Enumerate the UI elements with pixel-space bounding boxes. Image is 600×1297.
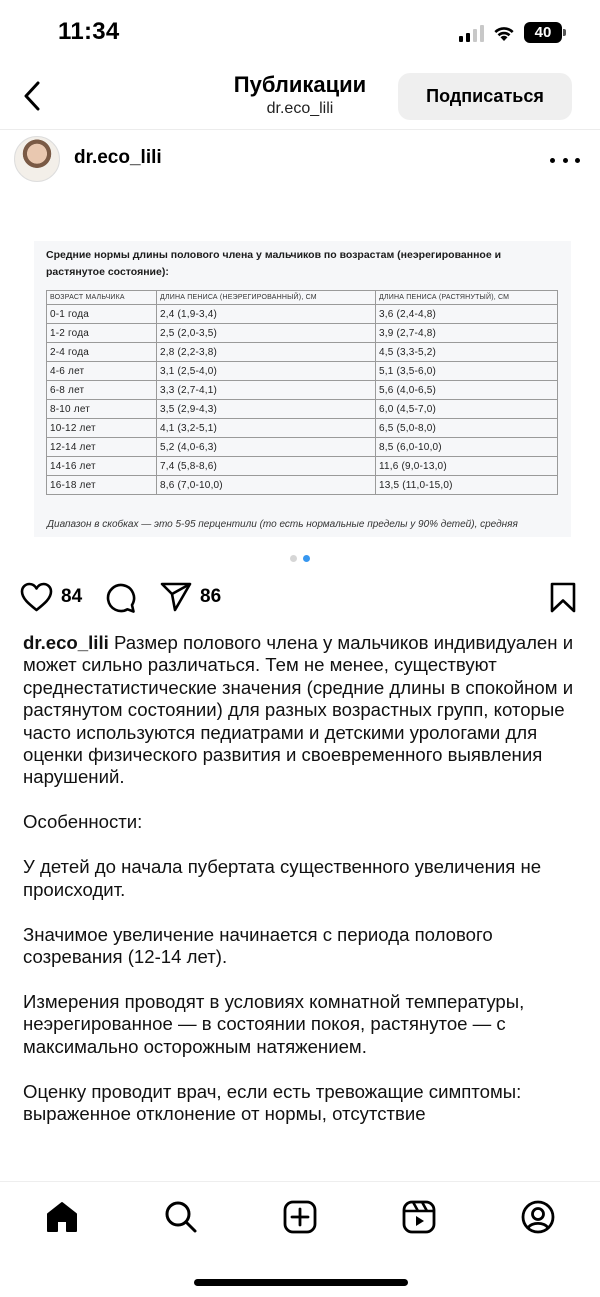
image-card <box>34 241 571 537</box>
nav-profile[interactable] <box>518 1197 558 1237</box>
share-button[interactable] <box>160 582 221 612</box>
home-icon <box>45 1201 79 1233</box>
status-bar <box>0 0 600 62</box>
table-cell: 5,1 (3,5-6,0) <box>376 362 558 381</box>
table-header-cell: ДЛИНА ПЕНИСА (НЕЭРЕГИРОВАННЫЙ), СМ <box>157 291 376 305</box>
shares-count: 86 <box>200 586 222 607</box>
table-cell: 3,1 (2,5-4,0) <box>157 362 376 381</box>
page-subtitle: dr.eco_lili <box>266 100 334 117</box>
table-cell: 7,4 (5,8-8,6) <box>157 457 376 476</box>
more-options-button[interactable] <box>550 150 580 170</box>
dot-icon <box>563 158 568 163</box>
nav-create[interactable] <box>280 1197 320 1237</box>
create-icon <box>283 1200 317 1234</box>
page-header <box>0 62 600 130</box>
caption-paragraph: У детей до начала пубертата существенного увеличения не происходит. <box>23 856 542 900</box>
table-cell: 3,6 (2,4-4,8) <box>376 305 558 324</box>
table-cell: 6,5 (5,0-8,0) <box>376 419 558 438</box>
image-title: Средние нормы длины полового члена у мальчиков по возрастам (неэрегированное и растянутое состояние): <box>46 249 502 278</box>
table-cell: 14-16 лет <box>47 457 157 476</box>
send-icon <box>160 582 192 612</box>
image-footnote: Диапазон в скобках — это 5-95 перцентили (то есть нормальные пределы у 90% детей), средняя <box>47 519 518 530</box>
comment-button[interactable] <box>104 582 136 614</box>
table-cell: 2,4 (1,9-3,4) <box>157 305 376 324</box>
table-cell: 1-2 года <box>47 324 157 343</box>
nav-reels[interactable] <box>399 1197 439 1237</box>
avatar[interactable] <box>14 136 60 182</box>
post-image[interactable] <box>0 193 600 543</box>
table-cell: 13,5 (11,0-15,0) <box>376 476 558 495</box>
post-author-row <box>0 130 600 192</box>
profile-icon <box>521 1200 555 1234</box>
caption-intro-text: Размер полового члена у мальчиков индивидуален и может сильно различаться. Тем не менее, существуют среднестатистические значения (средние длины в спокойном и растянутом состоянии) для разных возрастных групп, которые часто используются педиатрами и детскими урологами для оценки физического развития и своевременного выявления нарушений. <box>23 632 574 788</box>
carousel-indicator <box>0 555 600 562</box>
table-cell: 6-8 лет <box>47 381 157 400</box>
table-cell: 3,5 (2,9-4,3) <box>157 400 376 419</box>
table-row <box>47 343 558 362</box>
subscribe-button[interactable]: Подписаться <box>398 73 572 120</box>
status-time: 11:34 <box>58 18 120 45</box>
dot-icon <box>575 158 580 163</box>
page-title: Публикации <box>233 72 367 97</box>
table-row <box>47 324 558 343</box>
table-cell: 4,5 (3,3-5,2) <box>376 343 558 362</box>
table-cell: 3,9 (2,7-4,8) <box>376 324 558 343</box>
table-row <box>47 305 558 324</box>
caption-paragraph: Измерения проводят в условиях комнатной температуры, неэрегированное — в состоянии покоя, растянутое — с максимально осторожным натяжением. <box>23 990 525 1057</box>
table-header-row <box>47 291 558 305</box>
like-button[interactable] <box>20 582 82 612</box>
table-cell: 5,6 (4,0-6,5) <box>376 381 558 400</box>
table-row <box>47 362 558 381</box>
carousel-dot-active <box>303 555 310 562</box>
table-cell: 4,1 (3,2-5,1) <box>157 419 376 438</box>
status-indicators <box>459 22 562 43</box>
likes-count: 84 <box>61 586 83 607</box>
bottom-nav <box>0 1181 600 1297</box>
reels-icon <box>402 1200 436 1234</box>
table-cell: 4-6 лет <box>47 362 157 381</box>
dot-icon <box>550 158 555 163</box>
table-cell: 8,6 (7,0-10,0) <box>157 476 376 495</box>
caption-paragraph: Значимое увеличение начинается с периода полового созревания (12-14 лет). <box>23 923 493 967</box>
table-header-cell: ВОЗРАСТ МАЛЬЧИКА <box>47 291 157 305</box>
table-cell: 2,8 (2,2-3,8) <box>157 343 376 362</box>
nav-search[interactable] <box>161 1197 201 1237</box>
post-actions <box>0 580 600 620</box>
carousel-dot <box>290 555 297 562</box>
save-button[interactable] <box>549 582 577 614</box>
table-row <box>47 438 558 457</box>
norms-table <box>46 290 558 495</box>
heart-icon <box>20 582 53 612</box>
home-indicator <box>194 1279 408 1286</box>
table-cell: 5,2 (4,0-6,3) <box>157 438 376 457</box>
cellular-signal-icon <box>459 24 484 42</box>
table-row <box>47 457 558 476</box>
table-cell: 12-14 лет <box>47 438 157 457</box>
table-cell: 8,5 (6,0-10,0) <box>376 438 558 457</box>
table-cell: 6,0 (4,5-7,0) <box>376 400 558 419</box>
caption-username[interactable]: dr.eco_lili <box>23 632 109 653</box>
search-icon <box>164 1200 198 1234</box>
author-username[interactable]: dr.eco_lili <box>74 147 162 168</box>
wifi-icon <box>492 24 516 42</box>
caption-intro <box>23 632 575 789</box>
battery-icon: 40 <box>524 22 562 43</box>
table-cell: 2-4 года <box>47 343 157 362</box>
table-cell: 2,5 (2,0-3,5) <box>157 324 376 343</box>
caption-features-heading: Особенности: <box>23 811 143 833</box>
caption-paragraph: Оценку проводит врач, если есть тревожащие симптомы: выраженное отклонение от нормы, отсутствие <box>23 1080 522 1124</box>
table-cell: 10-12 лет <box>47 419 157 438</box>
table-cell: 3,3 (2,7-4,1) <box>157 381 376 400</box>
post-caption <box>23 632 575 1148</box>
table-row <box>47 419 558 438</box>
table-cell: 11,6 (9,0-13,0) <box>376 457 558 476</box>
nav-home[interactable] <box>42 1197 82 1237</box>
table-cell: 0-1 года <box>47 305 157 324</box>
table-cell: 8-10 лет <box>47 400 157 419</box>
table-cell: 16-18 лет <box>47 476 157 495</box>
table-row <box>47 476 558 495</box>
table-header-cell: ДЛИНА ПЕНИСА (РАСТЯНУТЫЙ), СМ <box>376 291 558 305</box>
comment-icon <box>104 582 136 614</box>
bookmark-icon <box>549 582 577 614</box>
table-row <box>47 381 558 400</box>
table-row <box>47 400 558 419</box>
